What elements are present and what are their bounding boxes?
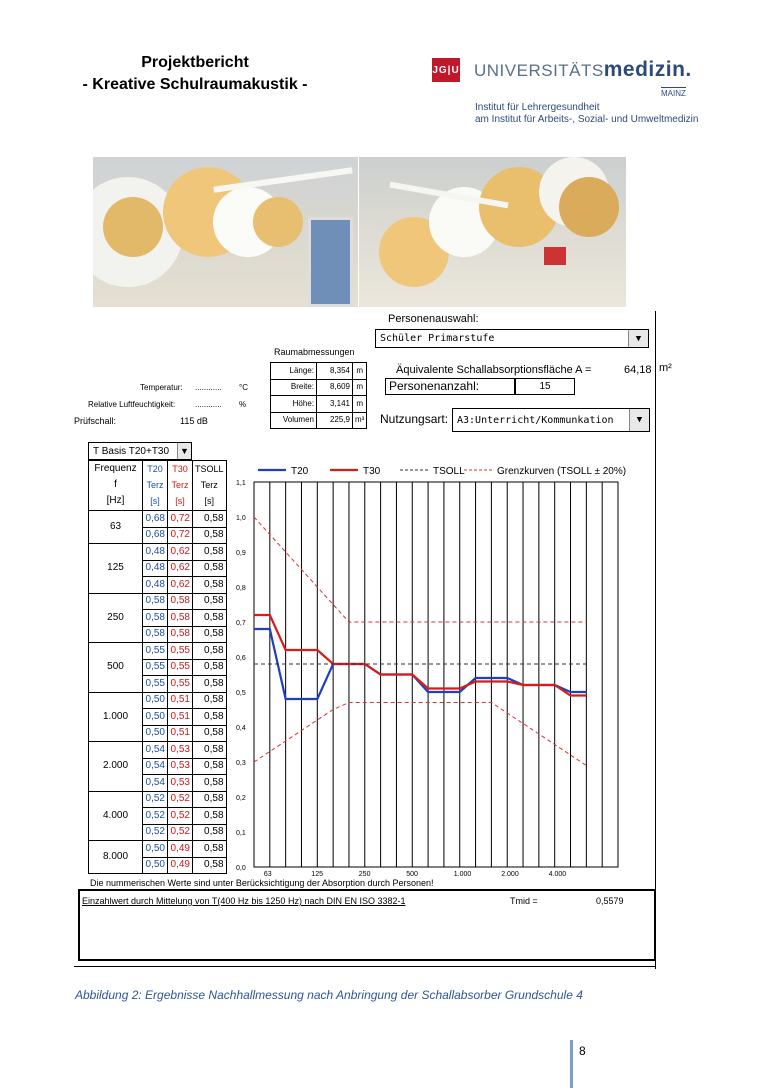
person-count-label: Personenanzahl:	[385, 378, 515, 395]
footnote: Die nummerischen Werte sind unter Berücksichtigung der Absorption durch Personen!	[90, 878, 434, 888]
report-subtitle: - Kreative Schulraumakustik -	[82, 76, 308, 93]
tsoll-cell: 0,58	[193, 791, 227, 808]
absorption-label: Äquivalente Schallabsorptionsfläche A =	[396, 364, 592, 376]
legend-label: Grenzkurven (TSOLL ± 20%)	[497, 466, 627, 477]
basis-select-value: T Basis T20+T30	[93, 445, 170, 457]
t30-cell: 0,72	[168, 527, 193, 544]
y-tick-label: 0,3	[236, 760, 246, 767]
institute-line-2: am Institut für Arbeits-, Sozial- und Umweltmedizin	[475, 114, 699, 125]
t30-cell: 0,51	[168, 709, 193, 726]
t30-cell: 0,55	[168, 643, 193, 660]
t20-cell: 0,68	[143, 511, 168, 528]
tsoll-cell: 0,58	[193, 758, 227, 775]
chevron-down-icon[interactable]: ▼	[177, 443, 191, 459]
t20-cell: 0,55	[143, 643, 168, 660]
figure-caption: Abbildung 2: Ergebnisse Nachhallmessung nach Anbringung der Schallabsorber Grundschule 4	[75, 988, 583, 1002]
tsoll-cell: 0,58	[193, 808, 227, 825]
tsoll-cell: 0,58	[193, 742, 227, 759]
y-tick-label: 0,1	[236, 830, 246, 837]
spreadsheet-right-border	[655, 311, 656, 969]
t30-cell: 0,52	[168, 791, 193, 808]
x-tick-label: 4.000	[548, 871, 567, 878]
usage-label: Nutzungsart:	[380, 412, 449, 426]
header-t20: T20 Terz [s]	[143, 461, 168, 511]
chart-y-ticks	[236, 480, 246, 872]
absorption-value: 64,18	[624, 364, 652, 376]
chevron-down-icon[interactable]: ▼	[628, 330, 648, 347]
chart-x-ticks	[264, 871, 566, 878]
result-label: Einzahlwert durch Mittelung von T(400 Hz bis 1250 Hz) nach DIN EN ISO 3382-1	[82, 896, 406, 906]
t30-cell: 0,58	[168, 610, 193, 627]
y-tick-label: 1,0	[236, 515, 246, 522]
x-tick-label: 125	[311, 871, 323, 878]
table-row	[89, 791, 227, 808]
t30-cell: 0,58	[168, 626, 193, 643]
tsoll-cell: 0,58	[193, 692, 227, 709]
t30-cell: 0,51	[168, 725, 193, 742]
t20-cell: 0,48	[143, 544, 168, 561]
t20-cell: 0,52	[143, 824, 168, 841]
header-tsoll: TSOLL Terz [s]	[193, 461, 227, 511]
legend-label: T30	[363, 466, 381, 477]
table-row	[89, 544, 227, 561]
t20-cell: 0,54	[143, 775, 168, 792]
room-row-volume: Volumen 225,9 m³	[271, 412, 367, 429]
x-tick-label: 500	[406, 871, 418, 878]
tsoll-cell: 0,58	[193, 857, 227, 874]
tsoll-cell: 0,58	[193, 676, 227, 693]
frequency-cell: 2.000	[89, 742, 143, 792]
frequency-cell: 4.000	[89, 791, 143, 841]
room-row-height: Höhe: 3,141 m	[271, 396, 367, 413]
t30-cell: 0,53	[168, 758, 193, 775]
absorption-unit: m²	[659, 362, 672, 374]
t30-cell: 0,62	[168, 544, 193, 561]
tsoll-cell: 0,58	[193, 775, 227, 792]
person-count-input[interactable]: 15	[515, 378, 575, 395]
t20-cell: 0,54	[143, 758, 168, 775]
t20-cell: 0,50	[143, 709, 168, 726]
table-row	[89, 742, 227, 759]
person-selection-label: Personenauswahl:	[388, 313, 479, 325]
page-number-rule	[570, 1040, 573, 1088]
reverb-chart	[232, 460, 652, 880]
t20-cell: 0,48	[143, 577, 168, 594]
t20-cell: 0,50	[143, 857, 168, 874]
frequency-cell: 500	[89, 643, 143, 693]
legend-label: T20	[291, 466, 309, 477]
t20-cell: 0,48	[143, 560, 168, 577]
t20-cell: 0,55	[143, 659, 168, 676]
tmid-label: Tmid =	[510, 896, 538, 906]
university-logo	[432, 58, 692, 82]
usage-select[interactable]	[452, 408, 650, 432]
temperature-unit: °C	[239, 383, 248, 392]
tmid-value: 0,5579	[596, 896, 624, 906]
tsoll-cell: 0,58	[193, 610, 227, 627]
t20-cell: 0,58	[143, 593, 168, 610]
y-tick-label: 0,8	[236, 585, 246, 592]
tsoll-cell: 0,58	[193, 544, 227, 561]
chevron-down-icon[interactable]: ▼	[629, 409, 649, 431]
logo-text-bold: medizin.	[603, 58, 692, 81]
jgu-logo-mark: JG|U	[432, 58, 460, 82]
legend-label: TSOLL	[433, 466, 465, 477]
t30-cell: 0,62	[168, 577, 193, 594]
humidity-unit: %	[239, 400, 247, 409]
t30-cell: 0,52	[168, 824, 193, 841]
t20-cell: 0,58	[143, 626, 168, 643]
frequency-cell: 125	[89, 544, 143, 594]
table-row	[89, 643, 227, 660]
y-tick-label: 0,6	[236, 655, 246, 662]
room-row-width: Breite: 8,609 m	[271, 379, 367, 396]
t20-cell: 0,68	[143, 527, 168, 544]
header-t30: T30 Terz [s]	[168, 461, 193, 511]
y-tick-label: 0,5	[236, 690, 246, 697]
room-dimensions-heading: Raumabmessungen	[274, 347, 355, 357]
t30-cell: 0,51	[168, 692, 193, 709]
report-title: Projektbericht	[141, 54, 249, 71]
frequency-cell: 250	[89, 593, 143, 643]
humidity-dots: ............	[195, 400, 222, 409]
tsoll-cell: 0,58	[193, 593, 227, 610]
t30-cell: 0,49	[168, 841, 193, 858]
logo-wordmark	[474, 58, 692, 82]
logo-text-light: UNIVERSITÄTS	[474, 61, 604, 80]
table-row	[89, 841, 227, 858]
t20-cell: 0,52	[143, 808, 168, 825]
header-frequency: Frequenz f [Hz]	[89, 461, 143, 511]
t30-cell: 0,55	[168, 659, 193, 676]
x-tick-label: 63	[263, 871, 272, 878]
frequency-cell: 8.000	[89, 841, 143, 874]
tsoll-cell: 0,58	[193, 527, 227, 544]
t30-cell: 0,58	[168, 593, 193, 610]
y-tick-label: 0,0	[236, 865, 246, 872]
humidity-label: Relative Luftfeuchtigkeit:	[88, 400, 176, 409]
tsoll-cell: 0,58	[193, 560, 227, 577]
y-tick-label: 0,9	[236, 550, 246, 557]
t20-cell: 0,50	[143, 692, 168, 709]
tsoll-cell: 0,58	[193, 643, 227, 660]
y-tick-label: 0,7	[236, 620, 246, 627]
test-sound-label: Prüfschall:	[74, 416, 117, 426]
basis-select[interactable]	[88, 442, 192, 460]
tsoll-cell: 0,58	[193, 709, 227, 726]
t20-cell: 0,50	[143, 841, 168, 858]
x-tick-label: 2.000	[501, 871, 519, 878]
result-box	[78, 889, 656, 961]
x-tick-label: 250	[358, 871, 371, 878]
spreadsheet-bottom-line	[74, 966, 656, 967]
tsoll-cell: 0,58	[193, 577, 227, 594]
t30-cell: 0,55	[168, 676, 193, 693]
usage-select-value: A3:Unterricht/Kommunkation	[457, 414, 614, 426]
person-select[interactable]	[375, 329, 649, 348]
test-sound-value: 115 dB	[180, 416, 208, 426]
t30-cell: 0,53	[168, 742, 193, 759]
t30-cell: 0,53	[168, 775, 193, 792]
classroom-photo-left	[93, 157, 358, 307]
table-row	[89, 692, 227, 709]
t30-cell: 0,72	[168, 511, 193, 528]
t30-cell: 0,52	[168, 808, 193, 825]
table-row	[89, 511, 227, 528]
page-number: 8	[579, 1044, 586, 1058]
person-select-value: Schüler Primarstufe	[380, 333, 495, 344]
t20-cell: 0,58	[143, 610, 168, 627]
t20-cell: 0,55	[143, 676, 168, 693]
table-header-row	[89, 461, 227, 511]
tsoll-cell: 0,58	[193, 659, 227, 676]
t20-cell: 0,50	[143, 725, 168, 742]
plot-area	[254, 482, 618, 867]
institute-line-1: Institut für Lehrergesundheit	[475, 102, 600, 113]
table-row	[89, 593, 227, 610]
y-tick-label: 0,2	[236, 795, 246, 802]
frequency-cell: 63	[89, 511, 143, 544]
temperature-label: Temperatur:	[140, 383, 183, 392]
y-tick-label: 0,4	[236, 725, 246, 732]
frequency-cell: 1.000	[89, 692, 143, 742]
reverb-table	[88, 460, 227, 874]
t20-cell: 0,52	[143, 791, 168, 808]
tsoll-cell: 0,58	[193, 824, 227, 841]
tsoll-cell: 0,58	[193, 511, 227, 528]
logo-city: MAINZ	[661, 89, 686, 98]
classroom-photo-right	[359, 157, 626, 307]
chart-legend	[258, 466, 626, 477]
y-tick-label: 1,1	[236, 480, 246, 487]
tsoll-cell: 0,58	[193, 725, 227, 742]
room-row-length: Länge: 8,354 m	[271, 363, 367, 380]
t30-cell: 0,62	[168, 560, 193, 577]
room-dimensions-table	[270, 362, 367, 429]
t30-cell: 0,49	[168, 857, 193, 874]
tsoll-cell: 0,58	[193, 841, 227, 858]
t20-cell: 0,54	[143, 742, 168, 759]
temperature-dots: ............	[195, 383, 222, 392]
tsoll-cell: 0,58	[193, 626, 227, 643]
x-tick-label: 1.000	[453, 871, 472, 878]
chart-grid	[254, 482, 618, 867]
